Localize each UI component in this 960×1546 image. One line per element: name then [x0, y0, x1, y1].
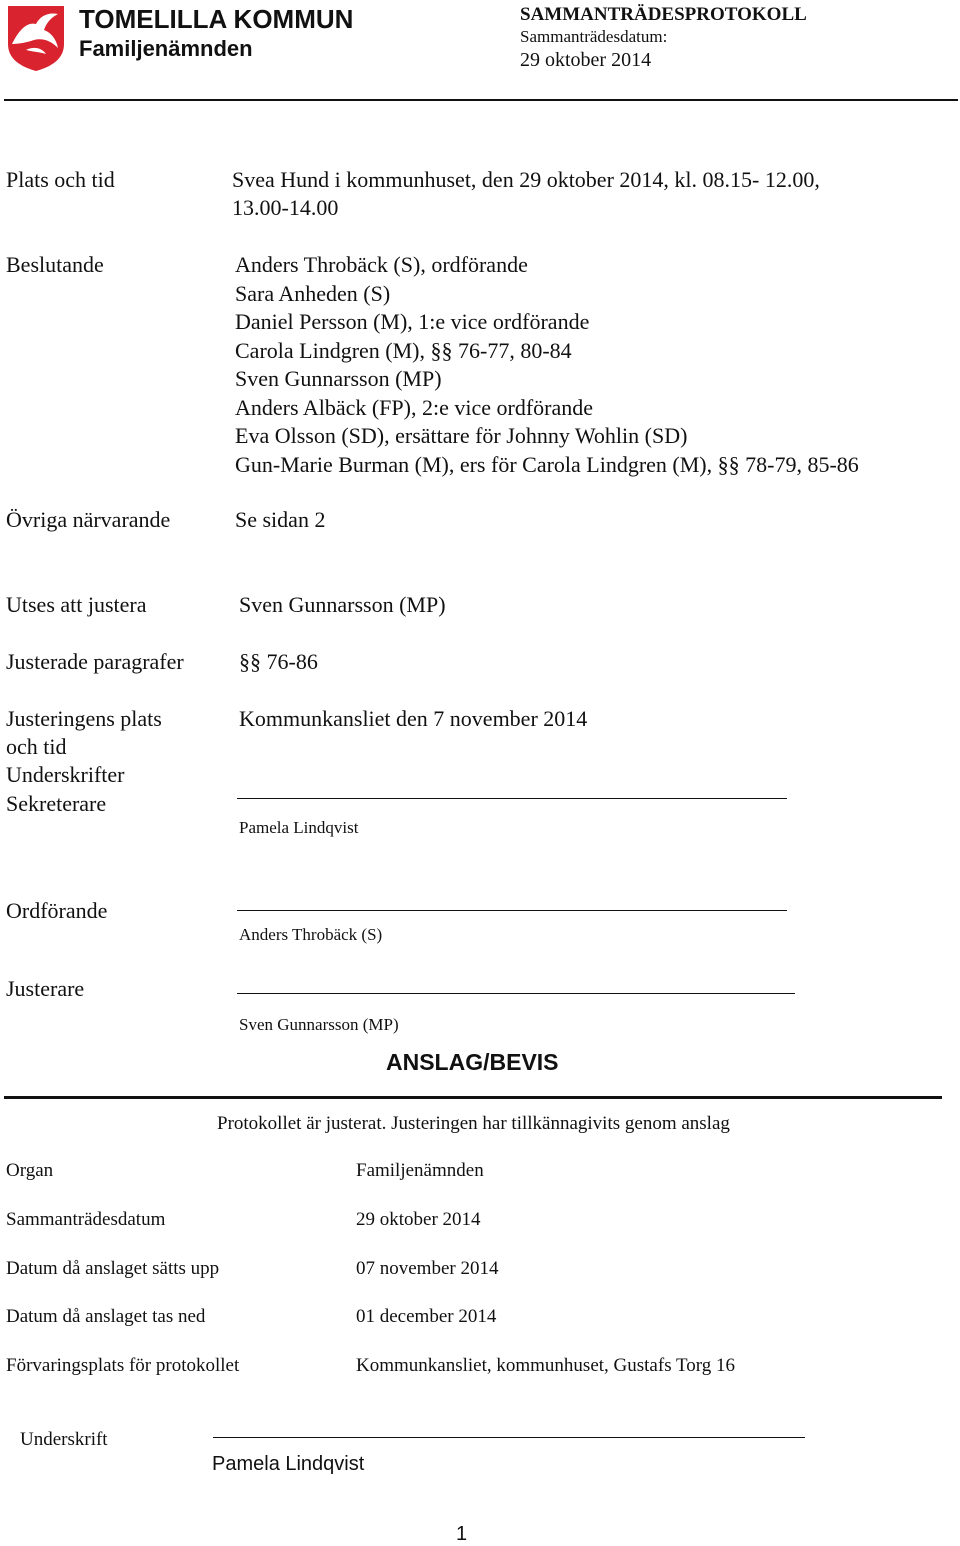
appointed-adjuster-value: Sven Gunnarsson (MP) [239, 592, 446, 617]
header-divider [4, 99, 958, 101]
notice-row-label: Organ [6, 1160, 54, 1181]
seagull-shield-icon [6, 4, 66, 72]
list-item: Daniel Persson (M), 1:e vice ordförande [235, 309, 590, 334]
meeting-date-label: Sammanträdesdatum: [520, 27, 668, 46]
place-time-value-line1: Svea Hund i kommunhuset, den 29 oktober 2014, kl. 08.15- 12.00, [232, 167, 820, 192]
list-item: Anders Albäck (FP), 2:e vice ordförande [235, 394, 594, 420]
notice-signature-name: Pamela Lindqvist [212, 1453, 365, 1475]
others-present-label: Övriga närvarande [6, 507, 171, 532]
list-item: Sven Gunnarsson (MP) [235, 366, 442, 391]
list-item: Carola Lindgren (M), §§ 76-77, 80-84 [235, 337, 572, 363]
document-type: SAMMANTRÄDESPROTOKOLL [520, 4, 807, 25]
appointed-adjuster-label: Utses att justera [6, 592, 147, 617]
page-number: 1 [456, 1523, 468, 1545]
list-item: Anders Throbäck (S), ordförande [235, 252, 528, 277]
adjuster-name: Sven Gunnarsson (MP) [239, 1015, 399, 1034]
chair-label: Ordförande [6, 898, 108, 923]
adjustment-place-label-line2: och tid [6, 734, 67, 759]
notice-row-label: Datum då anslaget sätts upp [6, 1258, 220, 1279]
notice-title: ANSLAG/BEVIS [386, 1049, 559, 1075]
org-name: TOMELILLA KOMMUN [79, 4, 354, 34]
list-item: Sara Anheden (S) [235, 280, 391, 306]
notice-row-label: Sammanträdesdatum [6, 1209, 166, 1230]
notice-row-label: Förvaringsplats för protokollet [6, 1355, 240, 1376]
adjusted-paragraphs-label: Justerade paragrafer [6, 649, 184, 674]
notice-intro: Protokollet är justerat. Justeringen har tillkännagivits genom anslag [217, 1113, 730, 1134]
others-present-value: Se sidan 2 [235, 507, 326, 532]
secretary-signature-line [237, 798, 787, 799]
list-item: Eva Olsson (SD), ersättare för Johnny Wohlin (SD) [235, 423, 688, 448]
notice-row-value: Familjenämnden [356, 1160, 484, 1181]
list-item: Gun-Marie Burman (M), ers för Carola Lindgren (M), §§ 78-79, 85-86 [235, 451, 859, 477]
secretary-name: Pamela Lindqvist [239, 818, 359, 837]
notice-divider [4, 1096, 942, 1099]
notice-row-value: 29 oktober 2014 [356, 1209, 481, 1230]
secretary-label: Sekreterare [6, 791, 107, 816]
place-time-label: Plats och tid [6, 167, 115, 192]
notice-row-value: Kommunkansliet, kommunhuset, Gustafs Torg 16 [356, 1355, 736, 1376]
adjustment-place-value: Kommunkansliet den 7 november 2014 [239, 706, 588, 731]
place-time-value-line2: 13.00-14.00 [232, 195, 339, 220]
adjusted-paragraphs-value: §§ 76-86 [239, 649, 318, 674]
notice-signature-label: Underskrift [20, 1429, 108, 1450]
chair-name: Anders Throbäck (S) [239, 925, 383, 944]
deciding-members-list [235, 251, 859, 479]
board-name: Familjenämnden [79, 36, 253, 61]
signatures-label: Underskrifter [6, 762, 125, 787]
notice-row-label: Datum då anslaget tas ned [6, 1306, 206, 1327]
notice-signature-line [213, 1437, 805, 1438]
notice-row-value: 07 november 2014 [356, 1258, 499, 1279]
adjustment-place-label-line1: Justeringens plats [6, 706, 162, 731]
adjuster-label: Justerare [6, 976, 85, 1001]
deciding-label: Beslutande [6, 252, 104, 277]
adjuster-signature-line [237, 993, 795, 994]
meeting-date: 29 oktober 2014 [520, 49, 652, 71]
notice-row-value: 01 december 2014 [356, 1306, 497, 1327]
chair-signature-line [237, 910, 787, 911]
